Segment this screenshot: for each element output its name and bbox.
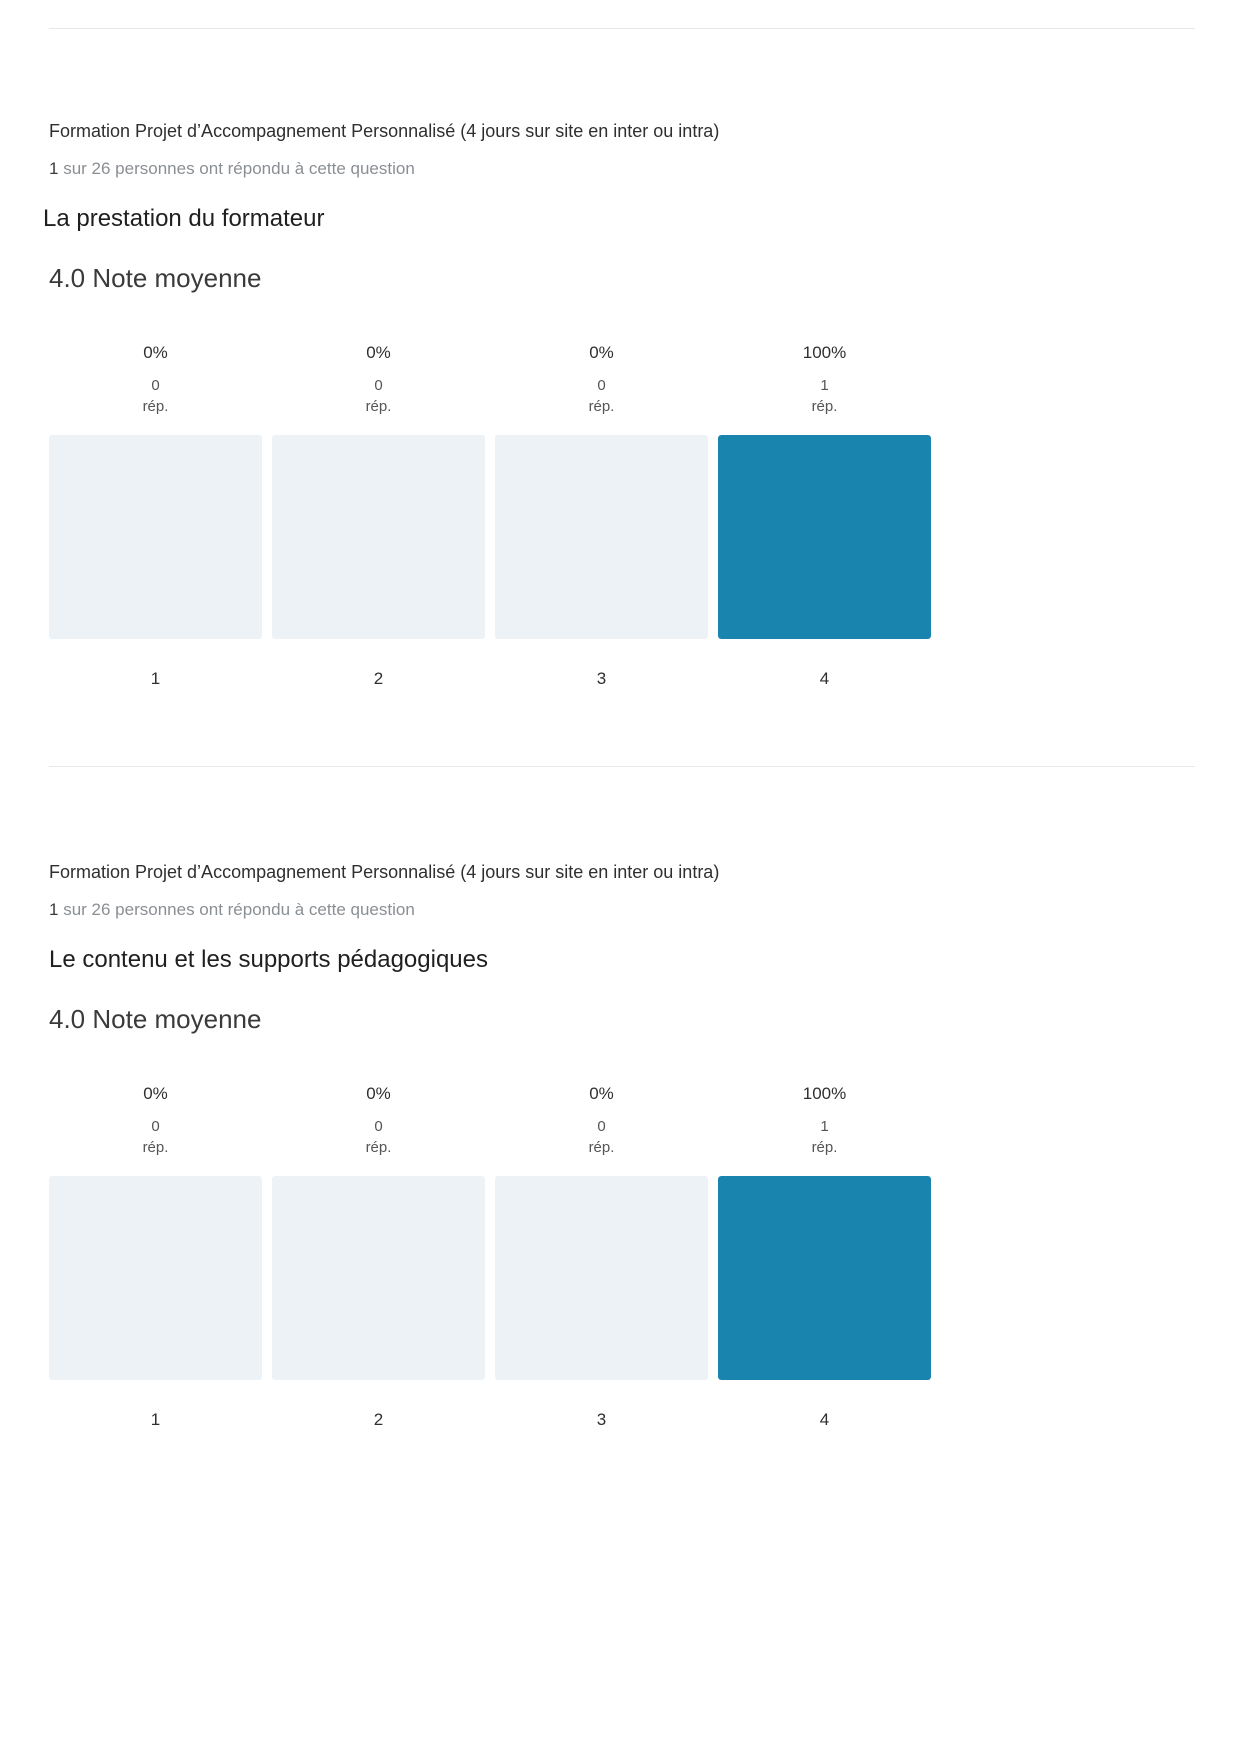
bar-column-1 — [49, 1084, 262, 1444]
response-count: 0 — [151, 1118, 160, 1135]
response-count: 1 — [820, 1118, 829, 1135]
response-count: 0 — [374, 1118, 383, 1135]
bar-column-4 — [718, 343, 931, 703]
respondents-summary — [49, 159, 415, 179]
section-divider — [49, 766, 1195, 767]
response-count: 1 — [820, 377, 829, 394]
bar-column-4 — [718, 1084, 931, 1444]
average-rating: 4.0 Note moyenne — [49, 263, 262, 293]
bar-column-2 — [272, 1084, 485, 1444]
response-count: 0 — [597, 377, 606, 394]
bar-column-2 — [272, 343, 485, 703]
percent-label: 0% — [366, 1084, 391, 1103]
category-label: 2 — [373, 1410, 384, 1429]
response-unit: rép. — [811, 398, 838, 415]
response-unit: rép. — [142, 398, 169, 415]
percent-label: 0% — [589, 1084, 614, 1103]
category-label: 4 — [819, 669, 830, 688]
percent-label: 100% — [802, 343, 847, 362]
bar-column-3 — [495, 1084, 708, 1444]
category-label: 2 — [373, 669, 384, 688]
question-title: Le contenu et les supports pédagogiques — [49, 946, 488, 973]
respondents-count: 1 — [49, 159, 59, 178]
average-rating: 4.0 Note moyenne — [49, 1004, 262, 1034]
response-unit: rép. — [588, 398, 615, 415]
percent-label: 0% — [366, 343, 391, 362]
question-section-2 — [0, 862, 1241, 1482]
rating-bar-chart — [49, 343, 929, 703]
bar-track — [272, 1176, 485, 1380]
bar-column-3 — [495, 343, 708, 703]
bar-fill — [718, 435, 931, 639]
bar-track — [49, 1176, 262, 1380]
percent-label: 0% — [143, 343, 168, 362]
bar-column-1 — [49, 343, 262, 703]
respondents-text: sur 26 personnes ont répondu à cette question — [63, 900, 415, 919]
response-count: 0 — [374, 377, 383, 394]
category-label: 1 — [150, 1410, 161, 1429]
category-label: 4 — [819, 1410, 830, 1429]
respondents-text: sur 26 personnes ont répondu à cette question — [63, 159, 415, 178]
category-label: 3 — [596, 669, 607, 688]
top-divider — [49, 28, 1195, 29]
respondents-count: 1 — [49, 900, 59, 919]
form-name: Formation Projet d’Accompagnement Personnalisé (4 jours sur site en inter ou intra) — [49, 121, 720, 141]
response-unit: rép. — [588, 1139, 615, 1156]
response-unit: rép. — [365, 1139, 392, 1156]
bar-fill — [718, 1176, 931, 1380]
bar-track — [272, 435, 485, 639]
response-count: 0 — [597, 1118, 606, 1135]
bar-track — [495, 435, 708, 639]
response-unit: rép. — [811, 1139, 838, 1156]
percent-label: 0% — [143, 1084, 168, 1103]
question-title: La prestation du formateur — [43, 205, 325, 232]
question-section-1 — [0, 121, 1241, 741]
category-label: 3 — [596, 1410, 607, 1429]
response-unit: rép. — [142, 1139, 169, 1156]
percent-label: 100% — [802, 1084, 847, 1103]
bar-track — [718, 435, 931, 639]
percent-label: 0% — [589, 343, 614, 362]
rating-bar-chart — [49, 1084, 929, 1444]
bar-track — [495, 1176, 708, 1380]
form-name: Formation Projet d’Accompagnement Personnalisé (4 jours sur site en inter ou intra) — [49, 862, 720, 882]
category-label: 1 — [150, 669, 161, 688]
response-unit: rép. — [365, 398, 392, 415]
bar-track — [49, 435, 262, 639]
bar-track — [718, 1176, 931, 1380]
response-count: 0 — [151, 377, 160, 394]
respondents-summary — [49, 900, 415, 920]
